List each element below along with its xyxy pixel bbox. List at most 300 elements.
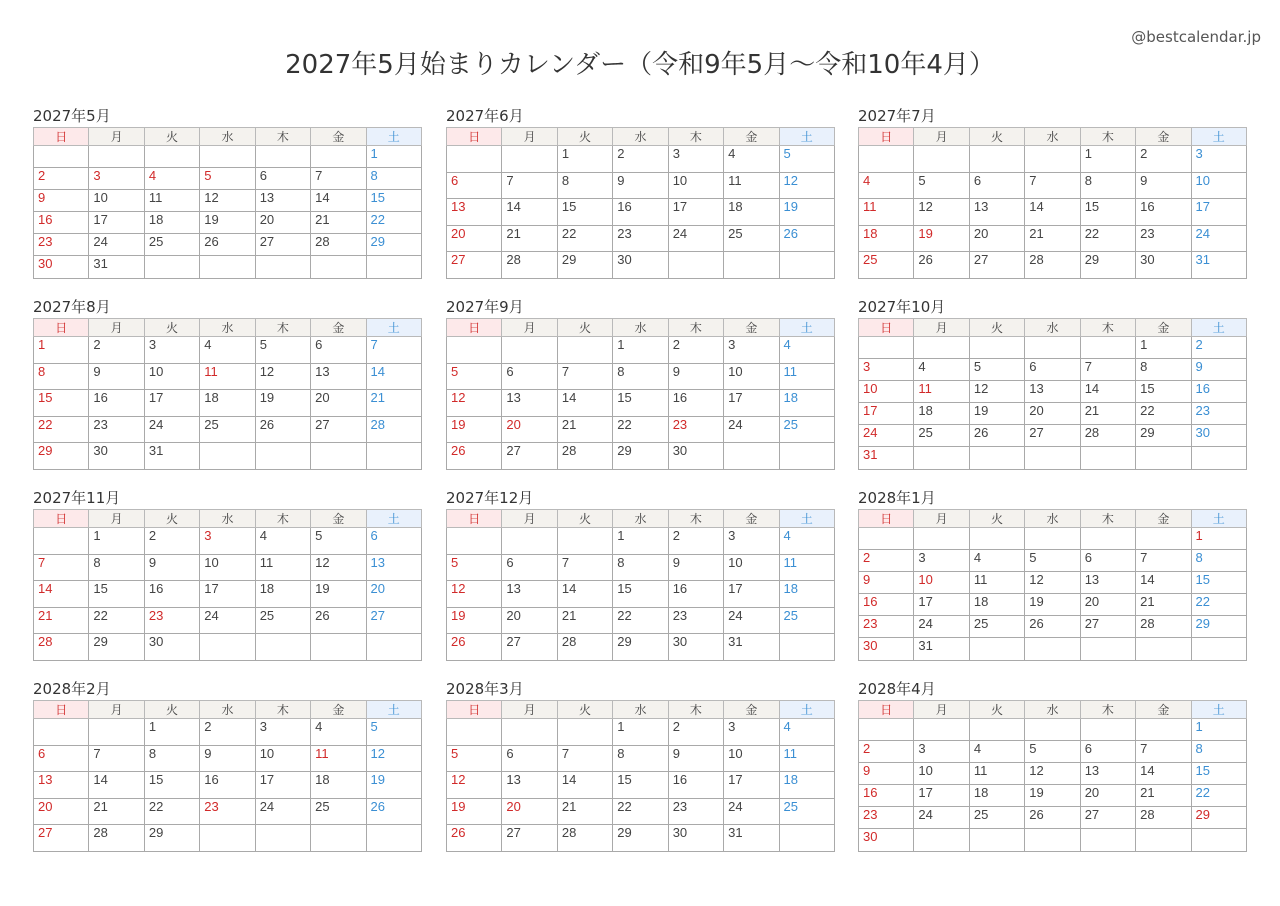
day-cell: 15: [1191, 572, 1246, 594]
weekday-mon: 月: [89, 319, 144, 337]
empty-cell: [311, 146, 366, 168]
week-row: [859, 785, 1247, 807]
day-cell: 4: [779, 719, 834, 746]
month-title: 2027年6月: [446, 107, 524, 125]
day-cell: 4: [779, 528, 834, 555]
day-cell: 1: [34, 337, 89, 364]
week-row: [447, 634, 835, 661]
day-cell: 19: [969, 403, 1024, 425]
day-cell: 4: [969, 741, 1024, 763]
day-cell: 12: [447, 390, 502, 417]
day-cell: 6: [34, 745, 89, 772]
day-cell: 18: [779, 772, 834, 799]
day-cell: 14: [366, 363, 421, 390]
weekday-sun: 日: [447, 319, 502, 337]
week-row: [447, 416, 835, 443]
day-cell: 22: [1136, 403, 1191, 425]
day-cell: 25: [255, 607, 310, 634]
day-cell: 4: [200, 337, 255, 364]
day-cell: 13: [1080, 763, 1135, 785]
month-table: [33, 509, 422, 661]
day-cell: 17: [89, 212, 144, 234]
empty-cell: [1191, 829, 1246, 851]
month-calendar: [33, 487, 422, 661]
day-cell: 24: [724, 416, 779, 443]
day-cell: 29: [1191, 807, 1246, 829]
day-cell: 22: [144, 798, 199, 825]
day-cell: 10: [200, 554, 255, 581]
day-cell: 1: [1191, 719, 1246, 741]
month-table: [446, 509, 835, 661]
day-cell: 26: [779, 225, 834, 252]
month-table: [33, 127, 422, 279]
day-cell: 9: [1136, 172, 1191, 199]
empty-cell: [366, 443, 421, 470]
day-cell: 11: [779, 363, 834, 390]
day-cell: 6: [969, 172, 1024, 199]
month-title: 2027年12月: [446, 489, 534, 507]
day-cell: 13: [447, 199, 502, 226]
month-title: 2027年11月: [33, 489, 121, 507]
day-cell: 29: [89, 634, 144, 661]
day-cell: 2: [1136, 146, 1191, 173]
day-cell: 24: [859, 425, 914, 447]
day-cell: 27: [502, 443, 557, 470]
day-cell: 3: [724, 337, 779, 364]
weekday-header-row: [859, 319, 1247, 337]
weekday-mon: 月: [89, 128, 144, 146]
day-cell: 11: [200, 363, 255, 390]
day-cell: 21: [1136, 594, 1191, 616]
week-row: [34, 337, 422, 364]
day-cell: 26: [1025, 616, 1080, 638]
day-cell: 5: [914, 172, 969, 199]
day-cell: 11: [969, 763, 1024, 785]
day-cell: 22: [557, 225, 612, 252]
day-cell: 19: [200, 212, 255, 234]
week-row: [447, 719, 835, 746]
day-cell: 27: [311, 416, 366, 443]
weekday-tue: 火: [144, 510, 199, 528]
day-cell: 17: [1191, 199, 1246, 226]
empty-cell: [724, 252, 779, 279]
day-cell: 14: [311, 190, 366, 212]
weekday-fri: 金: [311, 510, 366, 528]
day-cell: 19: [1025, 785, 1080, 807]
month-title: 2027年7月: [858, 107, 936, 125]
weekday-mon: 月: [502, 128, 557, 146]
day-cell: 18: [255, 581, 310, 608]
week-row: [34, 168, 422, 190]
weekday-thu: 木: [255, 319, 310, 337]
empty-cell: [1025, 528, 1080, 550]
week-row: [859, 572, 1247, 594]
day-cell: 19: [779, 199, 834, 226]
day-cell: 3: [1191, 146, 1246, 173]
day-cell: 12: [914, 199, 969, 226]
day-cell: 20: [969, 225, 1024, 252]
empty-cell: [200, 256, 255, 278]
day-cell: 20: [1080, 594, 1135, 616]
day-cell: 22: [34, 416, 89, 443]
weekday-sun: 日: [34, 319, 89, 337]
day-cell: 10: [914, 572, 969, 594]
day-cell: 26: [447, 825, 502, 852]
day-cell: 4: [779, 337, 834, 364]
empty-cell: [969, 146, 1024, 173]
month-table: [446, 318, 835, 470]
day-cell: 31: [724, 634, 779, 661]
week-row: [447, 825, 835, 852]
weekday-sat: 土: [366, 701, 421, 719]
weekday-wed: 水: [1025, 319, 1080, 337]
day-cell: 30: [34, 256, 89, 278]
day-cell: 20: [502, 798, 557, 825]
day-cell: 19: [1025, 594, 1080, 616]
day-cell: 5: [447, 745, 502, 772]
day-cell: 12: [447, 581, 502, 608]
day-cell: 8: [1136, 359, 1191, 381]
page-title: 2027年5月始まりカレンダー（令和9年5月〜令和10年4月）: [285, 50, 995, 80]
empty-cell: [255, 634, 310, 661]
week-row: [859, 252, 1247, 279]
day-cell: 4: [724, 146, 779, 173]
day-cell: 21: [311, 212, 366, 234]
day-cell: 15: [144, 772, 199, 799]
day-cell: 21: [366, 390, 421, 417]
weekday-wed: 水: [200, 319, 255, 337]
day-cell: 4: [914, 359, 969, 381]
day-cell: 13: [255, 190, 310, 212]
day-cell: 23: [859, 616, 914, 638]
empty-cell: [914, 146, 969, 173]
empty-cell: [969, 719, 1024, 741]
day-cell: 1: [557, 146, 612, 173]
day-cell: 1: [613, 719, 668, 746]
day-cell: 16: [144, 581, 199, 608]
day-cell: 8: [613, 363, 668, 390]
day-cell: 10: [668, 172, 723, 199]
empty-cell: [668, 252, 723, 279]
empty-cell: [557, 337, 612, 364]
weekday-mon: 月: [89, 510, 144, 528]
weekday-sun: 日: [859, 701, 914, 719]
week-row: [447, 337, 835, 364]
day-cell: 21: [557, 798, 612, 825]
weekday-thu: 木: [668, 510, 723, 528]
day-cell: 5: [311, 528, 366, 555]
month-title: 2027年10月: [858, 298, 946, 316]
weekday-header-row: [859, 510, 1247, 528]
day-cell: 19: [447, 798, 502, 825]
day-cell: 6: [502, 554, 557, 581]
day-cell: 18: [144, 212, 199, 234]
week-row: [34, 416, 422, 443]
day-cell: 20: [255, 212, 310, 234]
day-cell: 17: [200, 581, 255, 608]
empty-cell: [1080, 638, 1135, 660]
day-cell: 17: [859, 403, 914, 425]
day-cell: 18: [779, 390, 834, 417]
day-cell: 2: [859, 550, 914, 572]
weekday-wed: 水: [1025, 701, 1080, 719]
day-cell: 20: [502, 607, 557, 634]
day-cell: 31: [89, 256, 144, 278]
day-cell: 23: [668, 798, 723, 825]
day-cell: 16: [859, 594, 914, 616]
weekday-fri: 金: [311, 128, 366, 146]
day-cell: 5: [779, 146, 834, 173]
day-cell: 1: [1136, 337, 1191, 359]
day-cell: 12: [779, 172, 834, 199]
weekday-tue: 火: [969, 128, 1024, 146]
day-cell: 3: [724, 528, 779, 555]
day-cell: 24: [914, 616, 969, 638]
weekday-sun: 日: [859, 319, 914, 337]
weekday-sat: 土: [366, 510, 421, 528]
week-row: [34, 772, 422, 799]
weekday-thu: 木: [1080, 701, 1135, 719]
day-cell: 16: [1136, 199, 1191, 226]
site-credit: @bestcalendar.jp: [1131, 28, 1261, 46]
weekday-mon: 月: [914, 319, 969, 337]
empty-cell: [1025, 447, 1080, 469]
week-row: [859, 425, 1247, 447]
day-cell: 4: [859, 172, 914, 199]
day-cell: 10: [724, 554, 779, 581]
day-cell: 21: [89, 798, 144, 825]
day-cell: 22: [1080, 225, 1135, 252]
weekday-wed: 水: [613, 319, 668, 337]
day-cell: 24: [89, 234, 144, 256]
day-cell: 25: [859, 252, 914, 279]
day-cell: 14: [89, 772, 144, 799]
day-cell: 27: [1080, 807, 1135, 829]
weekday-fri: 金: [311, 701, 366, 719]
weekday-wed: 水: [200, 128, 255, 146]
day-cell: 31: [859, 447, 914, 469]
empty-cell: [255, 825, 310, 852]
month-table: [858, 509, 1247, 661]
day-cell: 27: [502, 825, 557, 852]
day-cell: 2: [668, 719, 723, 746]
day-cell: 5: [447, 363, 502, 390]
day-cell: 24: [724, 607, 779, 634]
day-cell: 7: [89, 745, 144, 772]
day-cell: 28: [502, 252, 557, 279]
empty-cell: [34, 528, 89, 555]
day-cell: 11: [914, 381, 969, 403]
weekday-sun: 日: [859, 510, 914, 528]
day-cell: 8: [366, 168, 421, 190]
day-cell: 12: [447, 772, 502, 799]
day-cell: 2: [200, 719, 255, 746]
day-cell: 28: [1080, 425, 1135, 447]
day-cell: 9: [859, 572, 914, 594]
empty-cell: [447, 146, 502, 173]
day-cell: 2: [89, 337, 144, 364]
day-cell: 4: [255, 528, 310, 555]
day-cell: 9: [613, 172, 668, 199]
day-cell: 18: [200, 390, 255, 417]
day-cell: 7: [557, 363, 612, 390]
week-row: [859, 550, 1247, 572]
week-row: [859, 447, 1247, 469]
weekday-mon: 月: [914, 128, 969, 146]
day-cell: 21: [1025, 225, 1080, 252]
day-cell: 4: [969, 550, 1024, 572]
day-cell: 24: [668, 225, 723, 252]
day-cell: 11: [859, 199, 914, 226]
weekday-fri: 金: [1136, 128, 1191, 146]
week-row: [859, 829, 1247, 851]
day-cell: 25: [779, 416, 834, 443]
day-cell: 3: [200, 528, 255, 555]
day-cell: 10: [724, 363, 779, 390]
week-row: [34, 581, 422, 608]
empty-cell: [1025, 638, 1080, 660]
weekday-sat: 土: [1191, 128, 1246, 146]
weekday-wed: 水: [1025, 128, 1080, 146]
day-cell: 23: [1136, 225, 1191, 252]
weekday-fri: 金: [1136, 701, 1191, 719]
day-cell: 6: [1080, 550, 1135, 572]
day-cell: 20: [34, 798, 89, 825]
day-cell: 6: [366, 528, 421, 555]
week-row: [34, 363, 422, 390]
week-row: [859, 403, 1247, 425]
week-row: [34, 146, 422, 168]
week-row: [859, 172, 1247, 199]
day-cell: 3: [668, 146, 723, 173]
day-cell: 25: [724, 225, 779, 252]
week-row: [859, 616, 1247, 638]
week-row: [447, 390, 835, 417]
weekday-tue: 火: [144, 128, 199, 146]
day-cell: 3: [144, 337, 199, 364]
day-cell: 9: [89, 363, 144, 390]
day-cell: 31: [1191, 252, 1246, 279]
day-cell: 28: [311, 234, 366, 256]
day-cell: 5: [1025, 741, 1080, 763]
empty-cell: [200, 634, 255, 661]
weekday-mon: 月: [502, 510, 557, 528]
day-cell: 17: [144, 390, 199, 417]
empty-cell: [447, 528, 502, 555]
empty-cell: [1080, 528, 1135, 550]
weekday-tue: 火: [969, 319, 1024, 337]
weekday-wed: 水: [613, 701, 668, 719]
empty-cell: [1025, 719, 1080, 741]
day-cell: 24: [724, 798, 779, 825]
day-cell: 21: [1136, 785, 1191, 807]
month-calendar: [446, 487, 835, 661]
day-cell: 18: [969, 594, 1024, 616]
month-calendar: [446, 678, 835, 852]
day-cell: 16: [89, 390, 144, 417]
day-cell: 27: [969, 252, 1024, 279]
day-cell: 26: [200, 234, 255, 256]
weekday-thu: 木: [1080, 319, 1135, 337]
empty-cell: [1025, 146, 1080, 173]
empty-cell: [914, 528, 969, 550]
empty-cell: [1080, 447, 1135, 469]
empty-cell: [1025, 337, 1080, 359]
week-row: [34, 443, 422, 470]
day-cell: 12: [1025, 572, 1080, 594]
day-cell: 27: [1080, 616, 1135, 638]
day-cell: 9: [200, 745, 255, 772]
weekday-header-row: [447, 319, 835, 337]
day-cell: 21: [34, 607, 89, 634]
empty-cell: [1136, 638, 1191, 660]
empty-cell: [366, 256, 421, 278]
day-cell: 7: [1136, 741, 1191, 763]
day-cell: 5: [1025, 550, 1080, 572]
weekday-thu: 木: [1080, 510, 1135, 528]
day-cell: 6: [1025, 359, 1080, 381]
weekday-sat: 土: [779, 701, 834, 719]
day-cell: 3: [255, 719, 310, 746]
day-cell: 15: [1080, 199, 1135, 226]
day-cell: 8: [89, 554, 144, 581]
weekday-sun: 日: [34, 128, 89, 146]
month-title: 2028年1月: [858, 489, 936, 507]
weekday-mon: 月: [914, 510, 969, 528]
weekday-sat: 土: [1191, 510, 1246, 528]
weekday-sat: 土: [779, 128, 834, 146]
day-cell: 9: [34, 190, 89, 212]
day-cell: 17: [724, 390, 779, 417]
day-cell: 13: [311, 363, 366, 390]
month-table: [858, 318, 1247, 470]
empty-cell: [311, 634, 366, 661]
empty-cell: [366, 825, 421, 852]
week-row: [447, 554, 835, 581]
day-cell: 16: [34, 212, 89, 234]
day-cell: 14: [1136, 763, 1191, 785]
empty-cell: [502, 337, 557, 364]
month-calendar: [858, 296, 1247, 470]
month-calendar: [446, 105, 835, 279]
day-cell: 6: [311, 337, 366, 364]
day-cell: 28: [557, 443, 612, 470]
weekday-sat: 土: [366, 319, 421, 337]
month-table: [858, 127, 1247, 279]
day-cell: 25: [311, 798, 366, 825]
day-cell: 2: [859, 741, 914, 763]
month-title: 2027年9月: [446, 298, 524, 316]
empty-cell: [724, 443, 779, 470]
weekday-sun: 日: [447, 510, 502, 528]
day-cell: 29: [613, 634, 668, 661]
day-cell: 13: [1080, 572, 1135, 594]
day-cell: 28: [366, 416, 421, 443]
day-cell: 17: [914, 594, 969, 616]
weekday-fri: 金: [1136, 510, 1191, 528]
day-cell: 30: [144, 634, 199, 661]
week-row: [859, 741, 1247, 763]
empty-cell: [502, 719, 557, 746]
day-cell: 19: [447, 416, 502, 443]
day-cell: 7: [1136, 550, 1191, 572]
day-cell: 10: [89, 190, 144, 212]
day-cell: 26: [969, 425, 1024, 447]
day-cell: 27: [502, 634, 557, 661]
empty-cell: [969, 337, 1024, 359]
day-cell: 30: [859, 638, 914, 660]
day-cell: 2: [1191, 337, 1246, 359]
